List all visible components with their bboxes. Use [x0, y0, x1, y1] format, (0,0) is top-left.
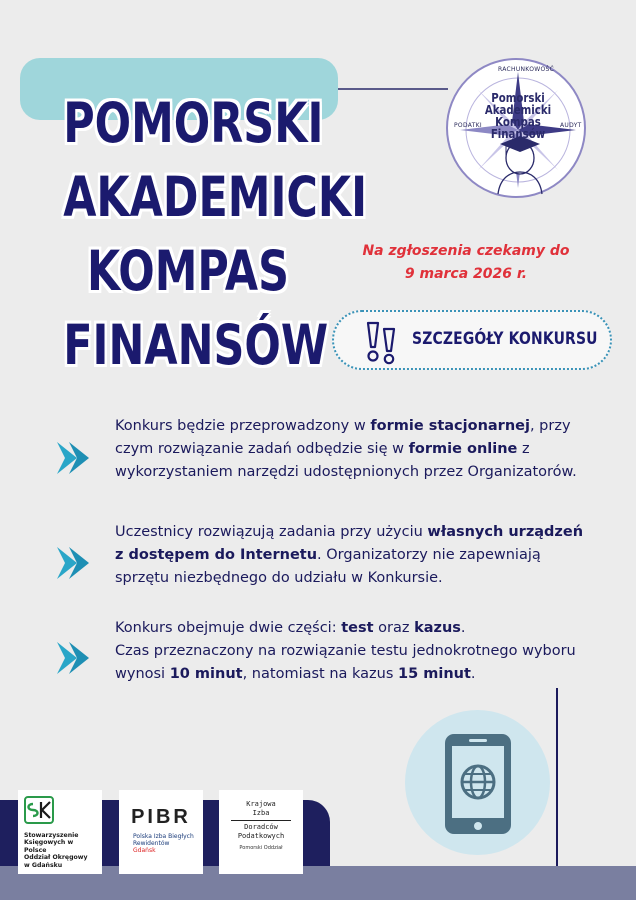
text: Konkurs obejmuje dwie części: — [115, 620, 342, 636]
badge-name-line: Akademicki — [484, 103, 552, 117]
logo-text-line: Rewidentów — [133, 840, 170, 847]
deadline-notice — [355, 240, 577, 286]
badge-name — [484, 92, 552, 140]
double-chevron-right-icon — [55, 640, 95, 676]
text: . Organizatorzy nie zapewniają sprzętu niezbędnego do udziału w Konkursie. — [115, 547, 541, 586]
text: Konkurs będzie przeprowadzony w — [115, 418, 371, 434]
contest-info-item — [115, 521, 595, 590]
logo-text-line: w Gdańsku — [24, 861, 63, 869]
text: Uczestnicy rozwiązują zadania przy użyciu — [115, 524, 428, 540]
bold-text: 10 minut — [169, 666, 243, 682]
phone-illustration — [405, 710, 550, 855]
logo-text-line: Krajowa — [246, 800, 276, 808]
bold-text: test — [341, 620, 374, 636]
pibr-city: Gdańsk — [133, 847, 156, 854]
text: Czas przeznaczony na rozwiązanie testu jednokrotnego wyboru wynosi — [115, 643, 576, 682]
logo-text-line: Stowarzyszenie — [24, 832, 79, 839]
logo-divider — [231, 820, 291, 821]
bold-text: własnych urządzeń z dostępem do Internetu — [115, 524, 584, 563]
double-chevron-right-icon — [55, 545, 95, 581]
badge-name-line: Finansów — [490, 127, 546, 141]
skwp-logo — [18, 790, 102, 874]
contest-logo-badge — [446, 58, 586, 198]
badge-label-top: RACHUNKOWOŚĆ — [498, 66, 555, 73]
badge-name-line: Kompas — [495, 115, 541, 129]
logo-text-line: Podatkowych — [237, 832, 285, 840]
text: z wykorzystaniem narzędzi udostępnionych przez Organizatorów. — [115, 441, 577, 480]
badge-label-right: AUDYT — [560, 122, 582, 129]
title-line: KOMPAS — [86, 239, 290, 303]
divider-line — [338, 88, 448, 90]
text: . — [470, 666, 476, 682]
kidp-branch: Pomorski Oddział — [239, 845, 283, 851]
bold-text: kazus — [414, 620, 461, 636]
title-line: AKADEMICKI — [63, 165, 368, 229]
bold-text: formie online — [408, 441, 518, 457]
contest-info-item — [115, 617, 595, 686]
text: , natomiast na kazus — [242, 666, 399, 682]
logo-text-line: Izba — [252, 809, 270, 817]
pibr-name — [125, 833, 197, 847]
pibr-logo — [119, 790, 203, 874]
skwp-mark-icon — [24, 796, 54, 824]
title-line: FINANSÓW — [63, 313, 329, 377]
logo-text-line: Polska Izba Biegłych — [133, 833, 194, 840]
phone-globe-icon — [405, 710, 550, 855]
bold-text: formie stacjonarnej — [370, 418, 530, 434]
kidp-name — [225, 800, 297, 841]
contest-info-item — [115, 415, 595, 484]
bold-text: 15 minut — [398, 666, 471, 682]
skwp-name — [24, 832, 96, 869]
double-chevron-right-icon — [55, 440, 95, 476]
text: , przy czym rozwiązanie zadań odbędzie się w — [115, 418, 571, 457]
pibr-mark: PIBR — [131, 806, 191, 828]
badge-name-line: Pomorski — [491, 91, 545, 105]
kidp-logo — [219, 790, 303, 874]
badge-label-left: PODATKI — [454, 122, 482, 129]
page-title — [63, 86, 368, 382]
deadline-line: Na zgłoszenia czekamy do — [362, 243, 570, 259]
logo-text-line: Doradców — [244, 823, 278, 831]
logo-text-line: Oddział Okręgowy — [24, 854, 88, 862]
deadline-line: 9 marca 2026 r. — [404, 266, 528, 282]
logo-text-line: Księgowych w Polsce — [24, 839, 74, 854]
text: . — [460, 620, 466, 636]
divider-line — [556, 688, 558, 878]
double-exclamation-icon — [362, 319, 402, 365]
text: oraz — [373, 620, 415, 636]
contest-details-label: SZCZEGÓŁY KONKURSU — [412, 329, 598, 349]
title-line: POMORSKI — [63, 91, 324, 155]
contest-details-button[interactable] — [332, 310, 612, 370]
